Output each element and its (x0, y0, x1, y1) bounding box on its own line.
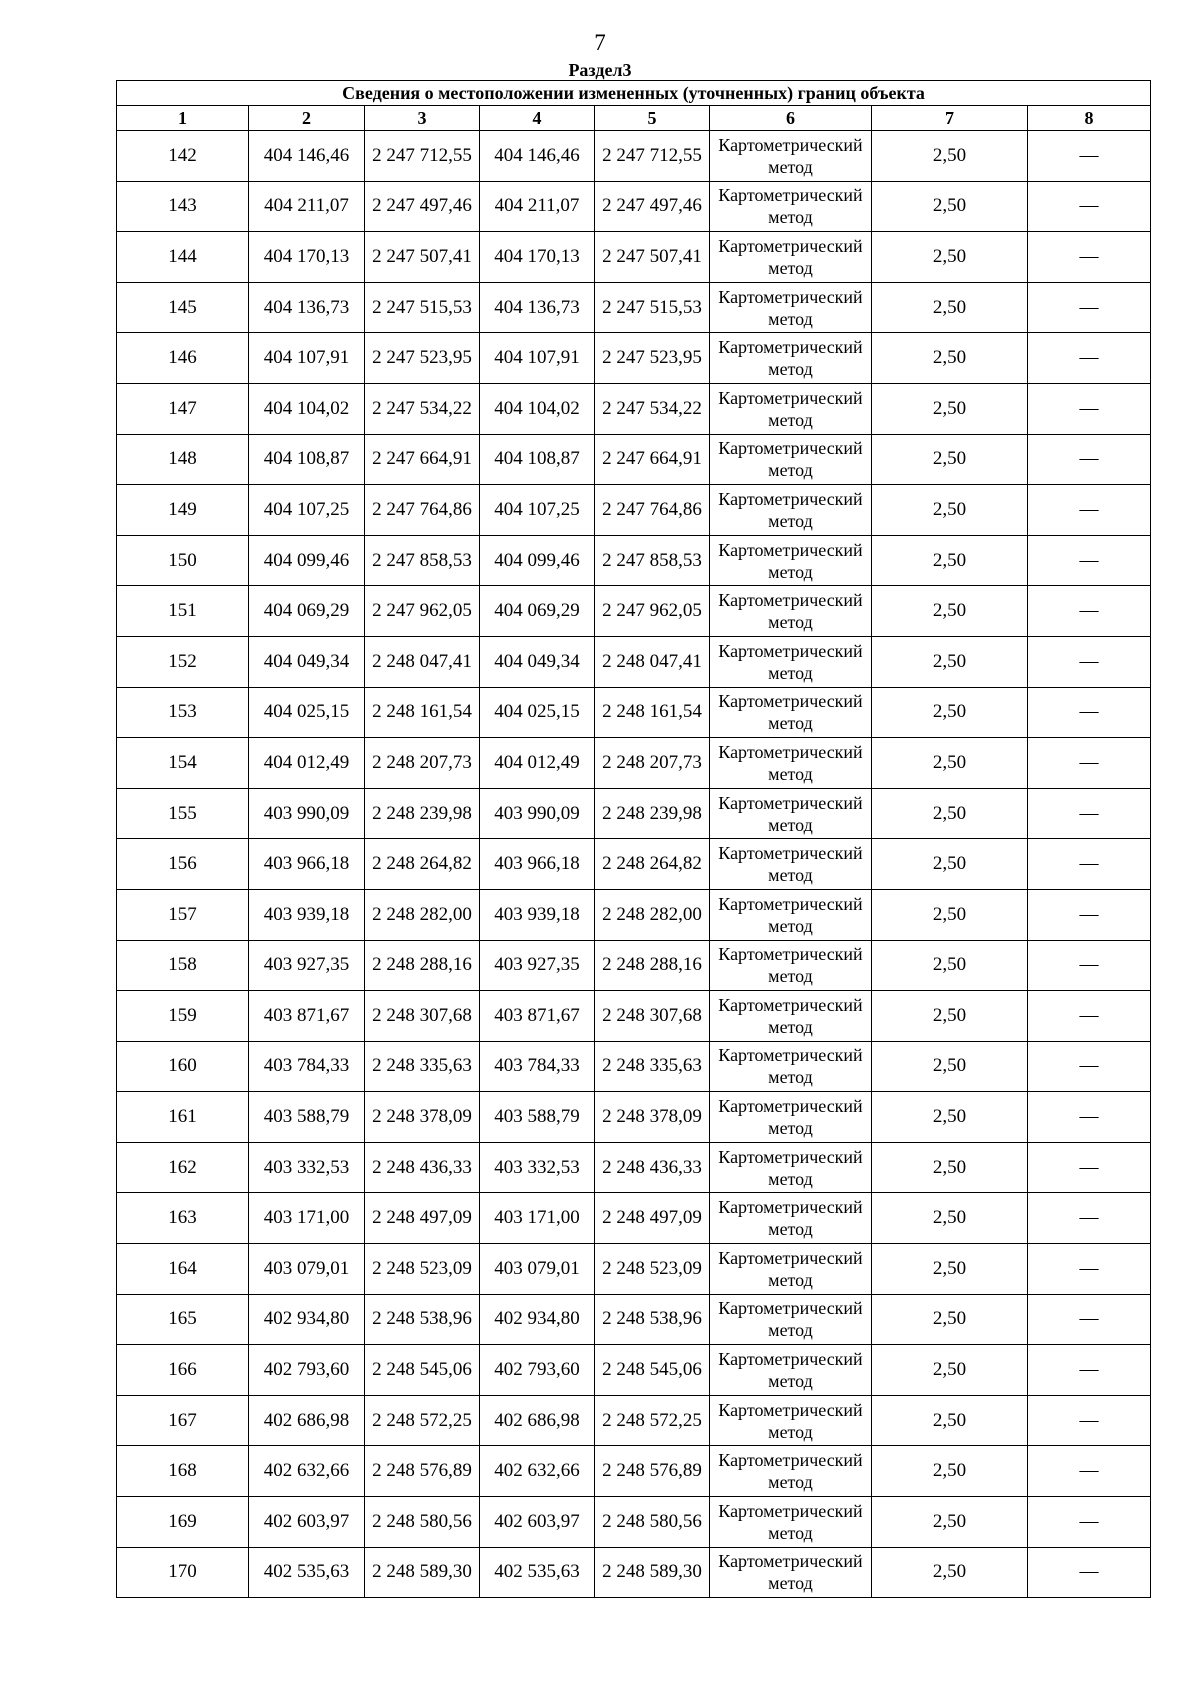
table-row (117, 1244, 1151, 1295)
cell-old-x: 403 079,01 (249, 1244, 365, 1295)
cell-method: Картометрический метод (710, 434, 872, 485)
cell-description: — (1028, 434, 1151, 485)
cell-description: — (1028, 485, 1151, 536)
cell-accuracy: 2,50 (872, 991, 1028, 1042)
table-row (117, 687, 1151, 738)
cell-new-x: 404 104,02 (480, 383, 595, 434)
cell-method: Картометрический метод (710, 991, 872, 1042)
table-caption: Сведения о местоположении измененных (уточненных) границ объекта (117, 81, 1151, 106)
cell-accuracy: 2,50 (872, 1345, 1028, 1396)
cell-new-x: 404 107,91 (480, 333, 595, 384)
cell-description: — (1028, 889, 1151, 940)
cell-accuracy: 2,50 (872, 889, 1028, 940)
cell-new-y: 2 248 264,82 (595, 839, 710, 890)
cell-old-x: 403 927,35 (249, 940, 365, 991)
cell-description: — (1028, 181, 1151, 232)
cell-old-x: 403 171,00 (249, 1193, 365, 1244)
cell-description: — (1028, 383, 1151, 434)
table-row (117, 940, 1151, 991)
cell-new-x: 403 079,01 (480, 1244, 595, 1295)
cell-point-number: 158 (117, 940, 249, 991)
cell-method: Картометрический метод (710, 1345, 872, 1396)
cell-old-y: 2 247 664,91 (365, 434, 480, 485)
cell-point-number: 150 (117, 535, 249, 586)
cell-old-x: 404 146,46 (249, 131, 365, 182)
cell-old-y: 2 247 764,86 (365, 485, 480, 536)
cell-new-y: 2 248 239,98 (595, 788, 710, 839)
cell-new-x: 403 871,67 (480, 991, 595, 1042)
table-row (117, 1092, 1151, 1143)
cell-new-x: 402 686,98 (480, 1395, 595, 1446)
cell-new-y: 2 248 282,00 (595, 889, 710, 940)
cell-old-x: 402 535,63 (249, 1547, 365, 1598)
section-title: Раздел3 (568, 60, 632, 80)
cell-description: — (1028, 687, 1151, 738)
cell-method: Картометрический метод (710, 839, 872, 890)
column-number: 6 (710, 106, 872, 131)
cell-new-x: 404 049,34 (480, 636, 595, 687)
cell-method: Картометрический метод (710, 788, 872, 839)
cell-new-y: 2 248 576,89 (595, 1446, 710, 1497)
cell-method: Картометрический метод (710, 1193, 872, 1244)
cell-new-x: 403 939,18 (480, 889, 595, 940)
cell-accuracy: 2,50 (872, 1294, 1028, 1345)
cell-method: Картометрический метод (710, 889, 872, 940)
cell-description: — (1028, 232, 1151, 283)
column-number: 5 (595, 106, 710, 131)
cell-point-number: 152 (117, 636, 249, 687)
cell-old-y: 2 248 282,00 (365, 889, 480, 940)
cell-old-y: 2 248 239,98 (365, 788, 480, 839)
cell-new-x: 404 170,13 (480, 232, 595, 283)
cell-old-y: 2 248 589,30 (365, 1547, 480, 1598)
cell-accuracy: 2,50 (872, 1092, 1028, 1143)
cell-old-x: 402 793,60 (249, 1345, 365, 1396)
cell-description: — (1028, 282, 1151, 333)
cell-description: — (1028, 1142, 1151, 1193)
cell-description: — (1028, 1395, 1151, 1446)
cell-method: Картометрический метод (710, 131, 872, 182)
cell-new-x: 403 990,09 (480, 788, 595, 839)
cell-accuracy: 2,50 (872, 586, 1028, 637)
cell-description: — (1028, 1294, 1151, 1345)
cell-accuracy: 2,50 (872, 788, 1028, 839)
table-row (117, 991, 1151, 1042)
cell-method: Картометрический метод (710, 1547, 872, 1598)
cell-point-number: 143 (117, 181, 249, 232)
cell-new-x: 402 632,66 (480, 1446, 595, 1497)
cell-method: Картометрический метод (710, 383, 872, 434)
cell-method: Картометрический метод (710, 1497, 872, 1548)
cell-accuracy: 2,50 (872, 434, 1028, 485)
cell-point-number: 155 (117, 788, 249, 839)
boundary-coordinates-table (116, 80, 1151, 1598)
cell-method: Картометрический метод (710, 485, 872, 536)
cell-new-y: 2 248 161,54 (595, 687, 710, 738)
page-number: 7 (594, 30, 606, 55)
cell-new-y: 2 248 335,63 (595, 1041, 710, 1092)
cell-old-y: 2 248 436,33 (365, 1142, 480, 1193)
table-row (117, 232, 1151, 283)
cell-method: Картометрический метод (710, 687, 872, 738)
cell-new-y: 2 248 307,68 (595, 991, 710, 1042)
cell-new-x: 403 332,53 (480, 1142, 595, 1193)
cell-accuracy: 2,50 (872, 383, 1028, 434)
cell-point-number: 160 (117, 1041, 249, 1092)
table-row (117, 434, 1151, 485)
cell-new-y: 2 247 523,95 (595, 333, 710, 384)
cell-old-x: 403 784,33 (249, 1041, 365, 1092)
cell-old-y: 2 248 307,68 (365, 991, 480, 1042)
cell-old-y: 2 247 507,41 (365, 232, 480, 283)
cell-description: — (1028, 131, 1151, 182)
cell-description: — (1028, 1041, 1151, 1092)
cell-point-number: 148 (117, 434, 249, 485)
cell-accuracy: 2,50 (872, 1244, 1028, 1295)
table-row (117, 889, 1151, 940)
cell-old-x: 404 170,13 (249, 232, 365, 283)
table-row (117, 1193, 1151, 1244)
cell-old-x: 402 632,66 (249, 1446, 365, 1497)
cell-old-y: 2 248 047,41 (365, 636, 480, 687)
cell-new-x: 403 966,18 (480, 839, 595, 890)
table-row (117, 1547, 1151, 1598)
cell-point-number: 164 (117, 1244, 249, 1295)
cell-accuracy: 2,50 (872, 181, 1028, 232)
cell-old-x: 404 069,29 (249, 586, 365, 637)
cell-old-x: 403 871,67 (249, 991, 365, 1042)
cell-description: — (1028, 586, 1151, 637)
cell-new-x: 402 603,97 (480, 1497, 595, 1548)
column-number: 3 (365, 106, 480, 131)
cell-new-x: 402 535,63 (480, 1547, 595, 1598)
cell-old-y: 2 248 207,73 (365, 738, 480, 789)
cell-new-y: 2 248 207,73 (595, 738, 710, 789)
cell-old-y: 2 247 962,05 (365, 586, 480, 637)
cell-old-x: 404 136,73 (249, 282, 365, 333)
cell-description: — (1028, 738, 1151, 789)
cell-method: Картометрический метод (710, 1395, 872, 1446)
cell-point-number: 145 (117, 282, 249, 333)
cell-new-y: 2 248 436,33 (595, 1142, 710, 1193)
cell-old-y: 2 248 572,25 (365, 1395, 480, 1446)
table-body (117, 131, 1151, 1598)
cell-new-y: 2 248 589,30 (595, 1547, 710, 1598)
cell-old-y: 2 247 515,53 (365, 282, 480, 333)
cell-method: Картометрический метод (710, 181, 872, 232)
table-row (117, 1395, 1151, 1446)
cell-old-y: 2 248 576,89 (365, 1446, 480, 1497)
cell-new-y: 2 248 545,06 (595, 1345, 710, 1396)
cell-description: — (1028, 1244, 1151, 1295)
cell-point-number: 165 (117, 1294, 249, 1345)
cell-accuracy: 2,50 (872, 1041, 1028, 1092)
cell-new-x: 404 108,87 (480, 434, 595, 485)
cell-method: Картометрический метод (710, 1142, 872, 1193)
cell-accuracy: 2,50 (872, 1446, 1028, 1497)
cell-point-number: 147 (117, 383, 249, 434)
table-row (117, 333, 1151, 384)
cell-old-y: 2 248 264,82 (365, 839, 480, 890)
table-row (117, 1294, 1151, 1345)
cell-new-y: 2 248 288,16 (595, 940, 710, 991)
cell-old-y: 2 248 288,16 (365, 940, 480, 991)
cell-new-y: 2 247 515,53 (595, 282, 710, 333)
cell-accuracy: 2,50 (872, 687, 1028, 738)
cell-accuracy: 2,50 (872, 940, 1028, 991)
cell-old-x: 402 934,80 (249, 1294, 365, 1345)
cell-new-y: 2 247 507,41 (595, 232, 710, 283)
table-caption-row (117, 81, 1151, 106)
cell-point-number: 159 (117, 991, 249, 1042)
cell-new-x: 402 934,80 (480, 1294, 595, 1345)
cell-method: Картометрический метод (710, 636, 872, 687)
cell-old-y: 2 247 497,46 (365, 181, 480, 232)
cell-new-y: 2 248 378,09 (595, 1092, 710, 1143)
cell-point-number: 142 (117, 131, 249, 182)
cell-new-x: 404 107,25 (480, 485, 595, 536)
cell-accuracy: 2,50 (872, 1395, 1028, 1446)
cell-new-x: 404 136,73 (480, 282, 595, 333)
cell-old-x: 404 025,15 (249, 687, 365, 738)
cell-accuracy: 2,50 (872, 282, 1028, 333)
cell-old-y: 2 248 545,06 (365, 1345, 480, 1396)
cell-accuracy: 2,50 (872, 333, 1028, 384)
cell-point-number: 149 (117, 485, 249, 536)
cell-method: Картометрический метод (710, 586, 872, 637)
cell-new-y: 2 248 580,56 (595, 1497, 710, 1548)
cell-old-x: 404 049,34 (249, 636, 365, 687)
cell-old-x: 404 211,07 (249, 181, 365, 232)
cell-description: — (1028, 1092, 1151, 1143)
column-number-row (117, 106, 1151, 131)
cell-old-x: 404 104,02 (249, 383, 365, 434)
cell-description: — (1028, 991, 1151, 1042)
cell-old-y: 2 248 335,63 (365, 1041, 480, 1092)
cell-old-y: 2 247 523,95 (365, 333, 480, 384)
cell-point-number: 154 (117, 738, 249, 789)
cell-point-number: 162 (117, 1142, 249, 1193)
cell-point-number: 168 (117, 1446, 249, 1497)
cell-method: Картометрический метод (710, 282, 872, 333)
cell-point-number: 170 (117, 1547, 249, 1598)
cell-new-x: 403 927,35 (480, 940, 595, 991)
cell-new-y: 2 248 538,96 (595, 1294, 710, 1345)
cell-old-x: 403 332,53 (249, 1142, 365, 1193)
cell-new-x: 402 793,60 (480, 1345, 595, 1396)
cell-new-y: 2 247 858,53 (595, 535, 710, 586)
table-row (117, 1446, 1151, 1497)
cell-accuracy: 2,50 (872, 1142, 1028, 1193)
column-number: 7 (872, 106, 1028, 131)
cell-method: Картометрический метод (710, 1041, 872, 1092)
cell-accuracy: 2,50 (872, 232, 1028, 283)
table-row (117, 839, 1151, 890)
cell-method: Картометрический метод (710, 1446, 872, 1497)
cell-old-x: 404 099,46 (249, 535, 365, 586)
table-row (117, 788, 1151, 839)
cell-old-x: 404 012,49 (249, 738, 365, 789)
cell-old-y: 2 247 712,55 (365, 131, 480, 182)
cell-new-y: 2 248 497,09 (595, 1193, 710, 1244)
cell-point-number: 166 (117, 1345, 249, 1396)
cell-new-x: 403 784,33 (480, 1041, 595, 1092)
cell-point-number: 169 (117, 1497, 249, 1548)
cell-method: Картометрический метод (710, 1294, 872, 1345)
cell-point-number: 167 (117, 1395, 249, 1446)
cell-accuracy: 2,50 (872, 131, 1028, 182)
table-row (117, 535, 1151, 586)
cell-new-x: 403 171,00 (480, 1193, 595, 1244)
cell-point-number: 161 (117, 1092, 249, 1143)
cell-description: — (1028, 1547, 1151, 1598)
cell-new-x: 404 025,15 (480, 687, 595, 738)
cell-old-y: 2 248 497,09 (365, 1193, 480, 1244)
cell-old-x: 403 966,18 (249, 839, 365, 890)
cell-accuracy: 2,50 (872, 1497, 1028, 1548)
cell-new-y: 2 247 664,91 (595, 434, 710, 485)
cell-old-x: 403 939,18 (249, 889, 365, 940)
cell-point-number: 157 (117, 889, 249, 940)
cell-old-x: 404 108,87 (249, 434, 365, 485)
cell-method: Картометрический метод (710, 535, 872, 586)
cell-old-y: 2 247 534,22 (365, 383, 480, 434)
cell-old-y: 2 248 580,56 (365, 1497, 480, 1548)
cell-description: — (1028, 636, 1151, 687)
cell-old-x: 404 107,91 (249, 333, 365, 384)
cell-old-y: 2 248 523,09 (365, 1244, 480, 1295)
table-row (117, 1497, 1151, 1548)
cell-description: — (1028, 535, 1151, 586)
cell-method: Картометрический метод (710, 232, 872, 283)
cell-method: Картометрический метод (710, 738, 872, 789)
column-number: 4 (480, 106, 595, 131)
cell-new-y: 2 247 534,22 (595, 383, 710, 434)
column-number: 8 (1028, 106, 1151, 131)
table-row (117, 1041, 1151, 1092)
cell-new-y: 2 248 047,41 (595, 636, 710, 687)
table-row (117, 738, 1151, 789)
cell-point-number: 163 (117, 1193, 249, 1244)
cell-new-x: 404 012,49 (480, 738, 595, 789)
cell-new-y: 2 247 962,05 (595, 586, 710, 637)
cell-old-x: 404 107,25 (249, 485, 365, 536)
cell-description: — (1028, 1497, 1151, 1548)
cell-description: — (1028, 788, 1151, 839)
cell-new-y: 2 247 497,46 (595, 181, 710, 232)
cell-new-y: 2 247 712,55 (595, 131, 710, 182)
cell-description: — (1028, 839, 1151, 890)
cell-description: — (1028, 940, 1151, 991)
cell-method: Картометрический метод (710, 333, 872, 384)
cell-new-x: 403 588,79 (480, 1092, 595, 1143)
cell-point-number: 153 (117, 687, 249, 738)
cell-accuracy: 2,50 (872, 738, 1028, 789)
cell-description: — (1028, 1345, 1151, 1396)
cell-description: — (1028, 1193, 1151, 1244)
cell-new-y: 2 248 523,09 (595, 1244, 710, 1295)
cell-accuracy: 2,50 (872, 839, 1028, 890)
table-row (117, 282, 1151, 333)
cell-point-number: 146 (117, 333, 249, 384)
table-row (117, 131, 1151, 182)
column-number: 2 (249, 106, 365, 131)
cell-new-x: 404 211,07 (480, 181, 595, 232)
cell-method: Картометрический метод (710, 1092, 872, 1143)
cell-accuracy: 2,50 (872, 1547, 1028, 1598)
table-row (117, 181, 1151, 232)
cell-old-x: 403 588,79 (249, 1092, 365, 1143)
column-number: 1 (117, 106, 249, 131)
cell-old-x: 402 603,97 (249, 1497, 365, 1548)
cell-new-x: 404 099,46 (480, 535, 595, 586)
table-row (117, 1345, 1151, 1396)
cell-point-number: 156 (117, 839, 249, 890)
cell-accuracy: 2,50 (872, 636, 1028, 687)
table-row (117, 485, 1151, 536)
table-row (117, 586, 1151, 637)
cell-new-x: 404 069,29 (480, 586, 595, 637)
cell-method: Картометрический метод (710, 940, 872, 991)
table-row (117, 1142, 1151, 1193)
cell-description: — (1028, 333, 1151, 384)
cell-new-y: 2 248 572,25 (595, 1395, 710, 1446)
cell-new-x: 404 146,46 (480, 131, 595, 182)
cell-old-x: 402 686,98 (249, 1395, 365, 1446)
cell-point-number: 151 (117, 586, 249, 637)
cell-method: Картометрический метод (710, 1244, 872, 1295)
table-row (117, 383, 1151, 434)
cell-description: — (1028, 1446, 1151, 1497)
cell-accuracy: 2,50 (872, 535, 1028, 586)
cell-old-y: 2 248 538,96 (365, 1294, 480, 1345)
cell-point-number: 144 (117, 232, 249, 283)
cell-old-y: 2 248 161,54 (365, 687, 480, 738)
cell-old-x: 403 990,09 (249, 788, 365, 839)
cell-old-y: 2 248 378,09 (365, 1092, 480, 1143)
cell-accuracy: 2,50 (872, 485, 1028, 536)
cell-old-y: 2 247 858,53 (365, 535, 480, 586)
cell-accuracy: 2,50 (872, 1193, 1028, 1244)
table-row (117, 636, 1151, 687)
cell-new-y: 2 247 764,86 (595, 485, 710, 536)
